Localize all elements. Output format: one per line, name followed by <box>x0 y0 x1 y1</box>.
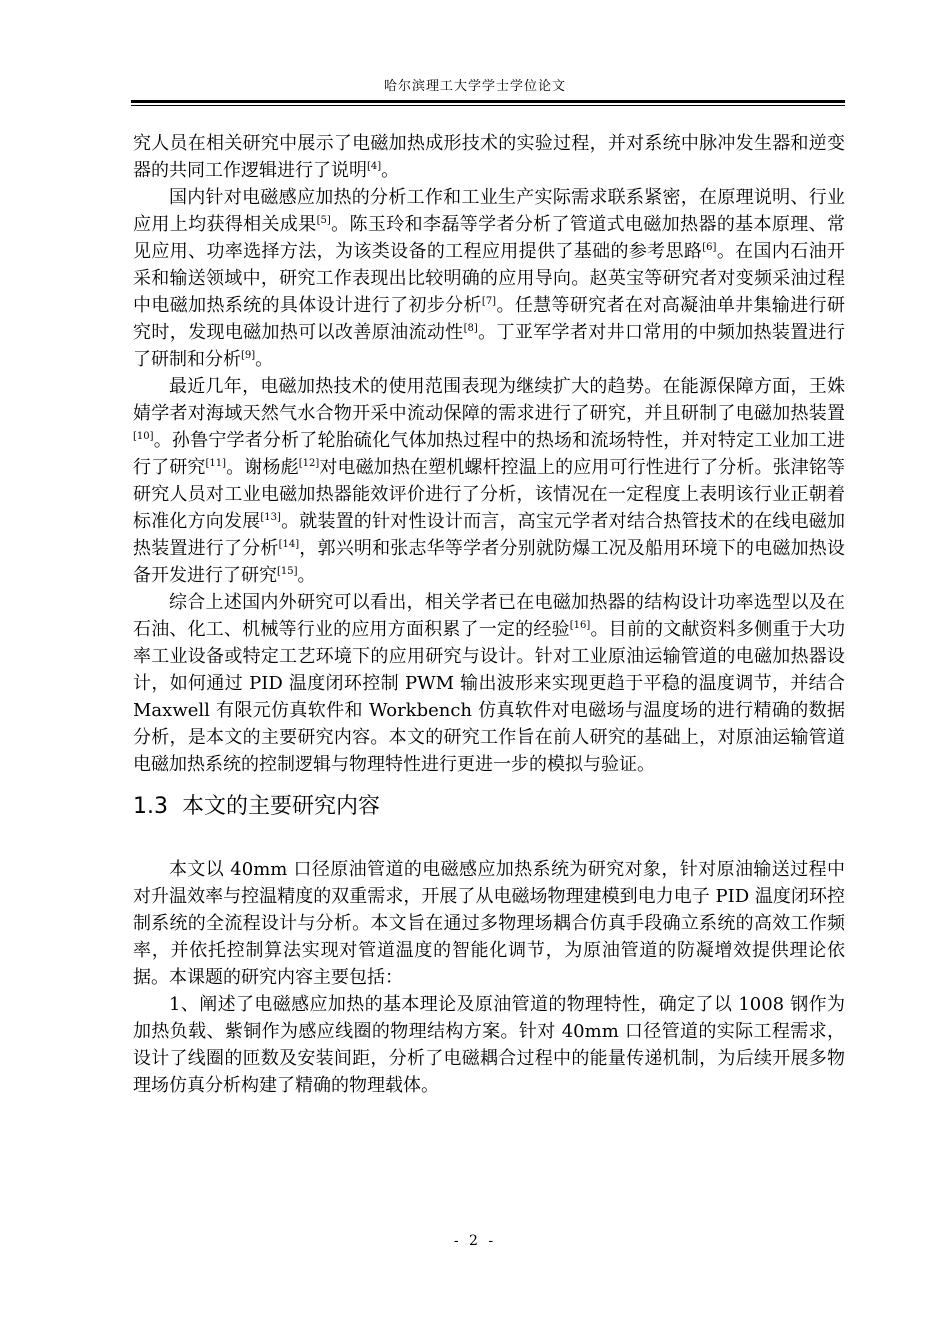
citation: [6] <box>702 242 717 253</box>
header-rule-thin <box>131 105 845 106</box>
running-header: 哈尔滨理工大学学士学位论文 <box>383 79 566 94</box>
citation: [5] <box>316 215 331 226</box>
section-title: 本文的主要研究内容 <box>182 794 381 819</box>
citation: [15] <box>277 566 298 577</box>
citation: [4] <box>367 161 382 172</box>
paragraph-3: 最近几年，电磁加热技术的使用范围表现为继续扩大的趋势。在能源保障方面，王姝婧学者对海域天然气水合物开采中流动保障的需求进行了研究，并且研制了电磁加热装置[10]。孙鲁宁学者分析了轮胎硫化气体加热过程中的热场和流场特性，并对特定工业加工进行了研究[11]。谢杨彪[12]对电磁加热在塑机螺杆控温上的应用可行性进行了分析。张津铭等研究人员对工业电磁加热器能效评价进行了分析，该情况在一定程度上表明该行业正朝着标准化方向发展[13]。就装置的针对性设计而言，高宝元学者对结合热管技术的在线电磁加热装置进行了分析[14]，郭兴明和张志华等学者分别就防爆工况及船用环境下的电磁加热设备开发进行了研究[15]。 <box>133 376 846 586</box>
body-text <box>133 130 845 1099</box>
citation: [8] <box>463 323 478 334</box>
citation: [11] <box>205 458 227 469</box>
citation: [13] <box>260 512 281 523</box>
citation: [9] <box>241 350 256 361</box>
section-paragraph-2: 1、阐述了电磁感应加热的基本理论及原油管道的物理特性，确定了以 1008 钢作为加热负载、紫铜作为感应线圈的物理结构方案。针对 40mm 口径管道的实际工程需求，设计了线圈的匝数及安装间距，分析了电磁耦合过程中的能量传递机制，为后续开展多物理场仿真分析构建了精确的物理载体。 <box>133 994 845 1096</box>
citation: [7] <box>481 296 497 307</box>
section-number: 1.3 <box>133 794 168 819</box>
paragraph-4: 综合上述国内外研究可以看出，相关学者已在电磁加热器的结构设计功率选型以及在石油、化工、机械等行业的应用方面积累了一定的经验[16]。目前的文献资料多侧重于大功率工业设备或特定工艺环境下的应用研究与设计。针对工业原油运输管道的电磁加热器设计，如何通过 PID 温度闭环控制 PWM 输出波形来实现更趋于平稳的温度调节，并结合 Maxwell 有限元仿真软件和 Workbench 仿真软件对电磁场与温度场的进行精确的数据分析，是本文的主要研究内容。本文的研究工作旨在前人研究的基础上，对原油运输管道电磁加热系统的控制逻辑与物理特性进行更进一步的模拟与验证。 <box>133 592 846 775</box>
page-number: - 2 - <box>453 1233 497 1249</box>
paragraph-1: 究人员在相关研究中展示了电磁加热成形技术的实验过程，并对系统中脉冲发生器和逆变器的共同工作逻辑进行了说明[4]。 <box>133 133 845 181</box>
citation: [10] <box>133 431 154 442</box>
citation: [16] <box>569 620 591 631</box>
citation: [12] <box>298 458 320 469</box>
section-paragraph-1: 本文以 40mm 口径原油管道的电磁感应加热系统为研究对象，针对原油输送过程中对升温效率与控温精度的双重需求，开展了从电磁场物理建模到电力电子 PID 温度闭环控制系统的全流程设计与分析。本文旨在通过多物理场耦合仿真手段确立系统的高效工作频率，并依托控制算法实现对管道温度的智能化调节，为原油管道的防凝增效提供理论依据。本课题的研究内容主要包括： <box>133 859 845 988</box>
paragraph-2: 国内针对电磁感应加热的分析工作和工业生产实际需求联系紧密，在原理说明、行业应用上均获得相关成果[5]。陈玉玲和李磊等学者分析了管道式电磁加热器的基本原理、常见应用、功率选择方法，为该类设备的工程应用提供了基础的参考思路[6]。在国内石油开采和输送领域中，研究工作表现出比较明确的应用导向。赵英宝等研究者对变频采油过程中电磁加热系统的具体设计进行了初步分析[7]。任慧等研究者在对高凝油单井集输进行研究时，发现电磁加热可以改善原油流动性[8]。丁亚军学者对井口常用的中频加热装置进行了研制和分析[9]。 <box>133 187 846 370</box>
header-rule-thick <box>131 100 845 103</box>
section-heading <box>133 792 845 822</box>
citation: [14] <box>278 539 300 550</box>
